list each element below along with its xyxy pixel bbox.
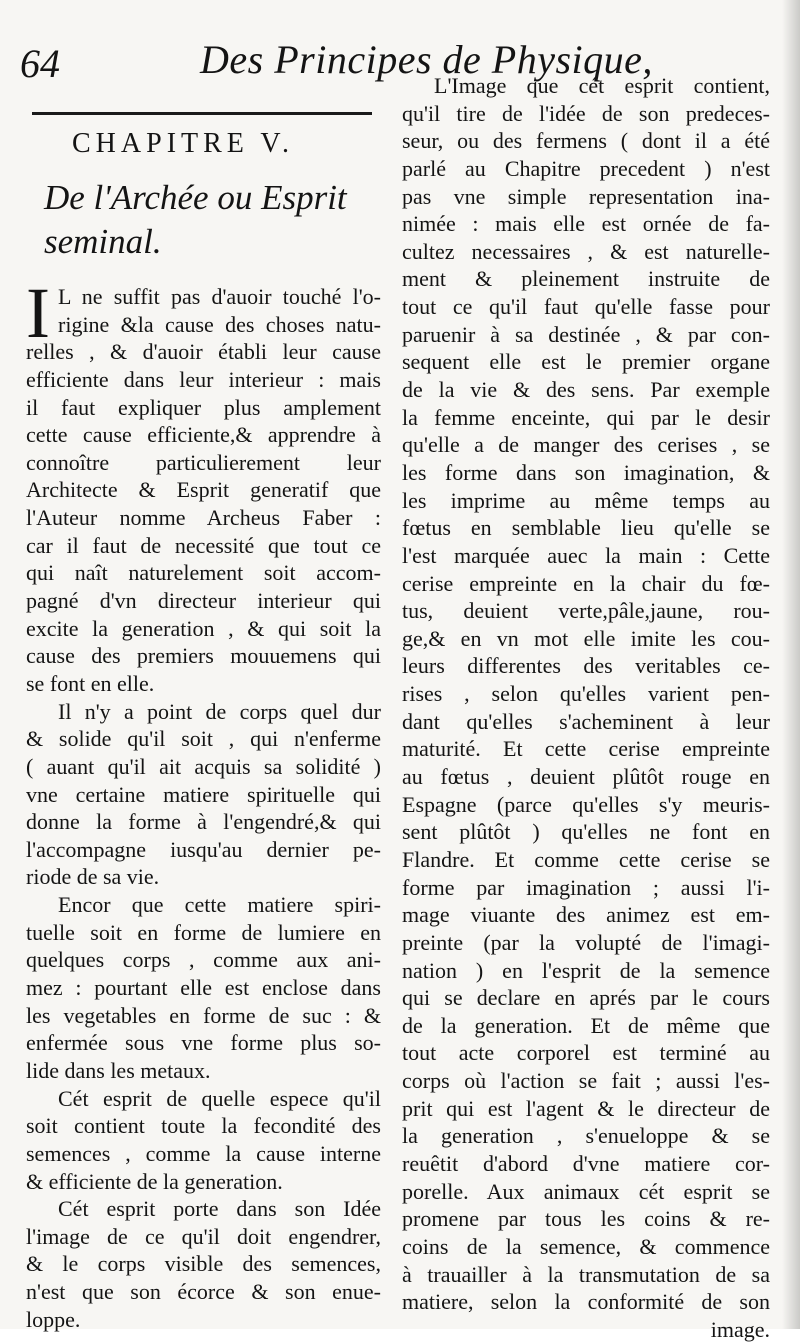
chapter-title: CHAPITRE V. xyxy=(72,128,295,159)
page-number: 64 xyxy=(20,41,60,86)
text-line: & le corps visible des semences, xyxy=(26,1251,381,1277)
text-line: dant qu'elles s'acheminent à leur xyxy=(402,708,770,734)
text-line: nimée : mais elle est ornée de fa- xyxy=(402,211,770,237)
text-line: les imprime au même temps au xyxy=(402,487,770,513)
text-line: soit contient toute la fecondité des xyxy=(26,1113,381,1139)
text-line: & efficiente de la generation. xyxy=(26,1168,283,1194)
text-line: cultez necessaires , & est naturelle- xyxy=(402,238,770,264)
text-line: l'Auteur nomme Archeus Faber : xyxy=(26,505,381,531)
text-line: parlé au Chapitre precedent ) n'est xyxy=(402,155,770,181)
chapter-subtitle: De l'Archée ou Esprit seminal. xyxy=(44,178,347,261)
text-line: Architecte & Esprit generatif que xyxy=(26,477,381,503)
text-line: preinte (par la volupté de l'imagi- xyxy=(402,929,770,955)
drop-cap: I xyxy=(26,273,50,353)
text-line: porelle. Aux animaux cét esprit se xyxy=(402,1178,770,1204)
text-line: promene par tous les coins & re- xyxy=(402,1206,770,1232)
text-line: pagné d'vn directeur interieur qui xyxy=(26,588,381,614)
text-line: sequent elle est le premier organe xyxy=(402,349,770,375)
text-line: quelques corps , comme aux ani- xyxy=(26,947,381,973)
text-line: mez : pourtant elle est enclose dans xyxy=(26,975,381,1001)
text-line: Flandre. Et comme cette cerise se xyxy=(402,846,770,872)
text-line: tuelle soit en forme de lumiere en xyxy=(26,919,381,945)
text-line: loppe. xyxy=(26,1306,81,1332)
text-line: la generation , s'enueloppe & se xyxy=(402,1123,770,1149)
text-line: ( auant qu'il ait acquis sa solidité ) xyxy=(26,753,381,779)
text-line: de la vie & des sens. Par exemple xyxy=(402,377,770,403)
right-column xyxy=(402,72,770,1343)
text-line: la femme enceinte, qui par le desir xyxy=(402,404,770,430)
text-line: Encor que cette matiere spiri- xyxy=(58,892,381,918)
text-line: au fœtus , deuient plûtôt rouge en xyxy=(402,764,770,790)
text-line: sent plûtôt ) qu'elles ne font en xyxy=(402,819,770,845)
text-line: se font en elle. xyxy=(26,670,155,696)
text-line: pas vne simple representation ina- xyxy=(402,183,770,209)
text-line: rises , selon qu'elles varient pen- xyxy=(402,681,770,707)
text-line: l'accompagne iusqu'au dernier pe- xyxy=(26,836,381,862)
text-line: enfermée sous vne forme plus so- xyxy=(26,1030,381,1056)
text-line: connoître particulierement leur xyxy=(26,449,381,475)
text-line: maturité. Et cette cerise empreinte xyxy=(402,736,770,762)
text-line: tout ce qu'il faut qu'elle fasse pour xyxy=(402,294,770,320)
text-line: Espagne (parce qu'elles s'y meuris- xyxy=(402,791,770,817)
text-line: semences , comme la cause interne xyxy=(26,1140,381,1166)
text-line: mage viuante des animez est em- xyxy=(402,902,770,928)
text-line: Cét esprit porte dans son Idée xyxy=(58,1196,381,1222)
text-line: Il n'y a point de corps quel dur xyxy=(58,698,381,724)
text-line: nation ) en l'esprit de la semence xyxy=(402,957,770,983)
text-line: forme par imagination ; aussi l'i- xyxy=(402,874,770,900)
text-line: matiere, selon la conformité de son xyxy=(402,1289,770,1315)
text-line: prit qui est l'agent & le directeur de xyxy=(402,1095,770,1121)
text-line: cause des premiers mouuemens qui xyxy=(26,643,381,669)
text-line: à trauailler à la transmutation de sa xyxy=(402,1261,770,1287)
left-column xyxy=(26,273,381,1333)
text-line: corps où l'action se fait ; aussi l'es- xyxy=(402,1068,770,1094)
page-edge-shadow xyxy=(782,0,800,1329)
text-line: les forme dans son imagination, & xyxy=(402,459,770,485)
text-line: paruenir à sa destinée , & par con- xyxy=(402,321,770,347)
text-line: rigine &la cause des choses natu- xyxy=(58,311,381,337)
text-line: cerise empreinte en la chair du fœ- xyxy=(402,570,770,596)
text-line: & solide qu'il soit , qui n'enferme xyxy=(26,726,381,752)
text-line: n'est que son écorce & son enue- xyxy=(26,1279,381,1305)
text-line: donne la forme à l'engendré,& qui xyxy=(26,809,381,835)
text-line: car il faut de necessité que tout ce xyxy=(26,532,381,558)
text-line: Cét esprit de quelle espece qu'il xyxy=(58,1085,381,1111)
text-line: tout acte corporel est terminé au xyxy=(402,1040,770,1066)
header-rule xyxy=(32,112,372,115)
text-line: cette cause efficiente,& apprendre à xyxy=(26,422,381,448)
text-line: L'Image que cét esprit contient, xyxy=(434,73,770,98)
text-line: excite la generation , & qui soit la xyxy=(26,615,381,641)
text-line: l'est marquée auec la main : Cette xyxy=(402,542,770,568)
text-line: L ne suffit pas d'auoir touché l'o- xyxy=(58,284,381,309)
text-line: seur, ou des fermens ( dont il a été xyxy=(402,128,770,154)
running-head: Des Principes de Physique, xyxy=(200,37,653,82)
text-line: relles , & d'auoir établi leur cause xyxy=(26,339,381,365)
text-line: ment & pleinement instruite de xyxy=(402,266,770,292)
text-line: reuêtit d'abord d'vne matiere cor- xyxy=(402,1150,770,1176)
text-line: qu'elle a de manger des cerises , se xyxy=(402,432,770,458)
catchword: image. xyxy=(710,1316,770,1342)
text-line: les vegetables en forme de suc : & xyxy=(26,1002,381,1028)
text-line: coins de la semence, & commence xyxy=(402,1233,770,1259)
text-line: qu'il tire de l'idée de son predeces- xyxy=(402,100,770,126)
text-line: il faut expliquer plus amplement xyxy=(26,394,381,420)
text-line: riode de sa vie. xyxy=(26,864,160,890)
text-line: qui se declare en aprés par le cours xyxy=(402,985,770,1011)
text-line: ge,& en vn mot elle imite les cou- xyxy=(402,625,770,651)
text-line: fœtus en semblable lieu qu'elle se xyxy=(402,515,770,541)
text-line: leurs differentes des veritables ce- xyxy=(402,653,770,679)
text-line: vne certaine matiere spirituelle qui xyxy=(26,781,381,807)
text-line: tus, deuient verte,pâle,jaune, rou- xyxy=(402,598,770,624)
text-line: l'image de ce qu'il doit engendrer, xyxy=(26,1223,381,1249)
text-line: de la generation. Et de même que xyxy=(402,1012,770,1038)
text-line: efficiente dans leur interieur : mais xyxy=(26,366,381,392)
text-line: qui naît naturelement soit accom- xyxy=(26,560,381,586)
text-line: lide dans les metaux. xyxy=(26,1057,211,1083)
